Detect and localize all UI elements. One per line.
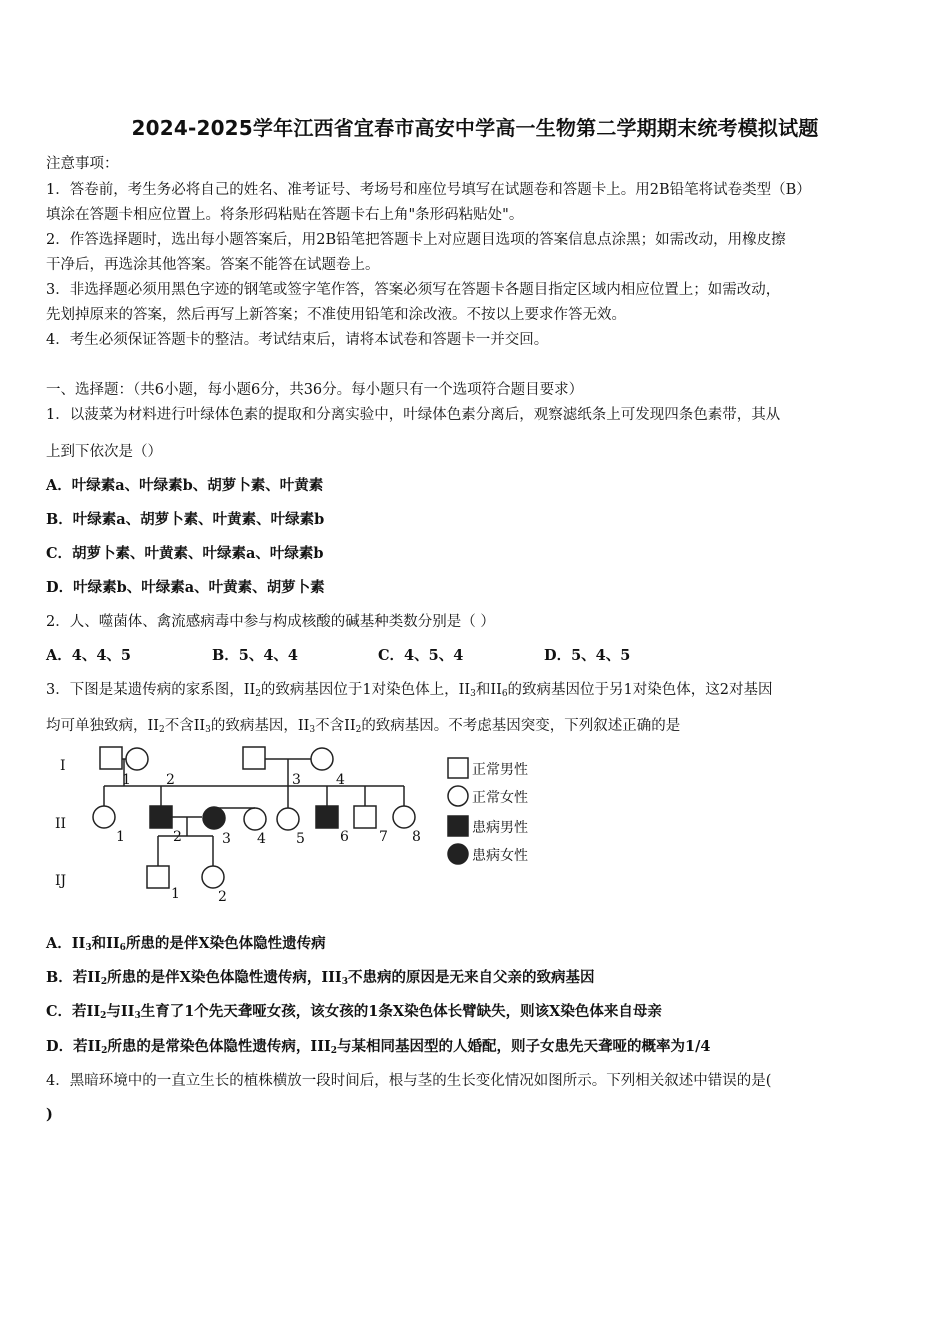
q2-options — [46, 644, 710, 665]
q1-option-d: D．叶绿素b、叶绿素a、叶黄素、胡萝卜素 — [46, 579, 325, 596]
svg-text:2: 2 — [173, 829, 182, 845]
q2-option-d: D．5、4、5 — [544, 647, 631, 664]
q1-stem: 上到下依次是（） — [46, 444, 162, 460]
svg-text:7: 7 — [379, 829, 388, 845]
q4-stem: ) — [46, 1106, 53, 1123]
q1-stem: 1．以菠菜为材料进行叶绿体色素的提取和分离实验中，叶绿体色素分离后，观察滤纸条上可发现四条色素带，其从 — [46, 407, 781, 423]
pedigree-normal-male — [100, 747, 122, 769]
notice-line: 4．考生必须保证答题卡的整洁。考试结束后，请将本试卷和答题卡一并交回。 — [46, 332, 549, 348]
q4-stem: 4．黑暗环境中的一直立生长的植株横放一段时间后，根与茎的生长变化情况如图所示。下列相关叙述中错误的是( — [46, 1073, 772, 1089]
q3-option-b: B．若$II_2$所患的是伴X染色体隐性遗传病，$III_3$不患病的原因是无来自父亲的致病基因 — [46, 969, 595, 987]
generation-label: II — [55, 816, 67, 832]
svg-text:4: 4 — [257, 831, 266, 847]
q2-option-c: C．4、5、4 — [378, 647, 464, 664]
q3-stem: 3．下图是某遗传病的家系图，$II_2$的致病基因位于1对染色体上，$II_3$和$II_6$的致病基因位于另1对染色体，这2对基因 — [46, 682, 773, 699]
q1-option-a: A．叶绿素a、叶绿素b、胡萝卜素、叶黄素 — [46, 477, 324, 494]
pedigree-diagram — [50, 738, 570, 910]
q3-option-d: D．若$II_2$所患的是常染色体隐性遗传病，$III_2$与某相同基因型的人婚配，则子女患先天聋哑的概率为1/4 — [46, 1038, 711, 1056]
q3-option-c: C．若$II_2$与$II_3$生育了1个先天聋哑女孩，该女孩的1条X染色体长臂缺失，则该X染色体来自母亲 — [46, 1003, 662, 1021]
svg-text:5: 5 — [296, 831, 305, 847]
q3-option-a: A．$II_3$和$II_6$所患的是伴X染色体隐性遗传病 — [46, 935, 326, 953]
notice-line: 填涂在答题卡相应位置上。将条形码粘贴在答题卡右上角"条形码粘贴处"。 — [46, 207, 524, 223]
notice-line: 3．非选择题必须用黑色字迹的钢笔或签字笔作答，答案必须写在答题卡各题目指定区域内相应位置上；如需改动， — [46, 282, 781, 298]
notice-line: 2．作答选择题时，选出每小题答案后，用2B铅笔把答题卡上对应题目选项的答案信息点涂黑；如需改动，用橡皮擦 — [46, 232, 786, 248]
q2-option-b: B．5、4、4 — [212, 647, 299, 664]
notice-line: 先划掉原来的答案，然后再写上新答案；不准使用铅笔和涂改液。不按以上要求作答无效。 — [46, 307, 626, 323]
generation-label: I — [60, 758, 66, 774]
pedigree-normal-female — [126, 748, 148, 770]
q2-option-a: A．4、4、5 — [46, 647, 132, 664]
svg-text:8: 8 — [412, 829, 421, 845]
legend-label: 正常男性 — [472, 762, 528, 778]
generation-label: IJ — [55, 873, 67, 889]
svg-text:6: 6 — [340, 829, 349, 845]
pedigree-normal-female — [244, 808, 266, 830]
pedigree-normal-female — [277, 808, 299, 830]
legend-label: 患病男性 — [472, 820, 528, 836]
q2-stem: 2．人、噬菌体、禽流感病毒中参与构成核酸的碱基种类数分别是（ ） — [46, 614, 495, 630]
pedigree-normal-male — [147, 866, 169, 888]
pedigree-affected-male — [316, 806, 338, 828]
svg-text:2: 2 — [166, 772, 175, 788]
svg-text:1: 1 — [122, 772, 131, 788]
svg-text:1: 1 — [171, 886, 180, 902]
svg-text:1: 1 — [116, 829, 125, 845]
page-title: 2024-2025学年江西省宜春市高安中学高一生物第二学期期末统考模拟试题 — [131, 116, 819, 140]
pedigree-affected-female — [203, 807, 225, 829]
svg-text:4: 4 — [336, 772, 345, 788]
notice-line: 干净后，再选涂其他答案。答案不能答在试题卷上。 — [46, 257, 380, 273]
pedigree-normal-male — [354, 806, 376, 828]
svg-text:3: 3 — [222, 831, 231, 847]
svg-text:3: 3 — [292, 772, 301, 788]
legend-label: 正常女性 — [472, 790, 528, 806]
pedigree-affected-male — [150, 806, 172, 828]
pedigree-normal-male — [243, 747, 265, 769]
section-heading: 一、选择题：（共6小题，每小题6分，共36分。每小题只有一个选项符合题目要求） — [46, 382, 584, 398]
q3-stem: 均可单独致病，$II_2$不含$II_3$的致病基因，$II_3$不含$II_2$的致病基因。不考虑基因突变，下列叙述正确的是 — [46, 718, 681, 735]
notice-line: 1．答卷前，考生务必将自己的姓名、准考证号、考场号和座位号填写在试题卷和答题卡上。用2B铅笔将试卷类型（B） — [46, 182, 811, 198]
pedigree-normal-female — [202, 866, 224, 888]
pedigree-normal-female — [93, 806, 115, 828]
pedigree-normal-female — [393, 806, 415, 828]
q1-option-b: B．叶绿素a、胡萝卜素、叶黄素、叶绿素b — [46, 511, 325, 528]
notice-heading: 注意事项： — [46, 156, 119, 172]
pedigree-normal-female — [311, 748, 333, 770]
q1-option-c: C．胡萝卜素、叶黄素、叶绿素a、叶绿素b — [46, 545, 324, 562]
svg-text:2: 2 — [218, 889, 227, 905]
legend-label: 患病女性 — [472, 848, 528, 864]
